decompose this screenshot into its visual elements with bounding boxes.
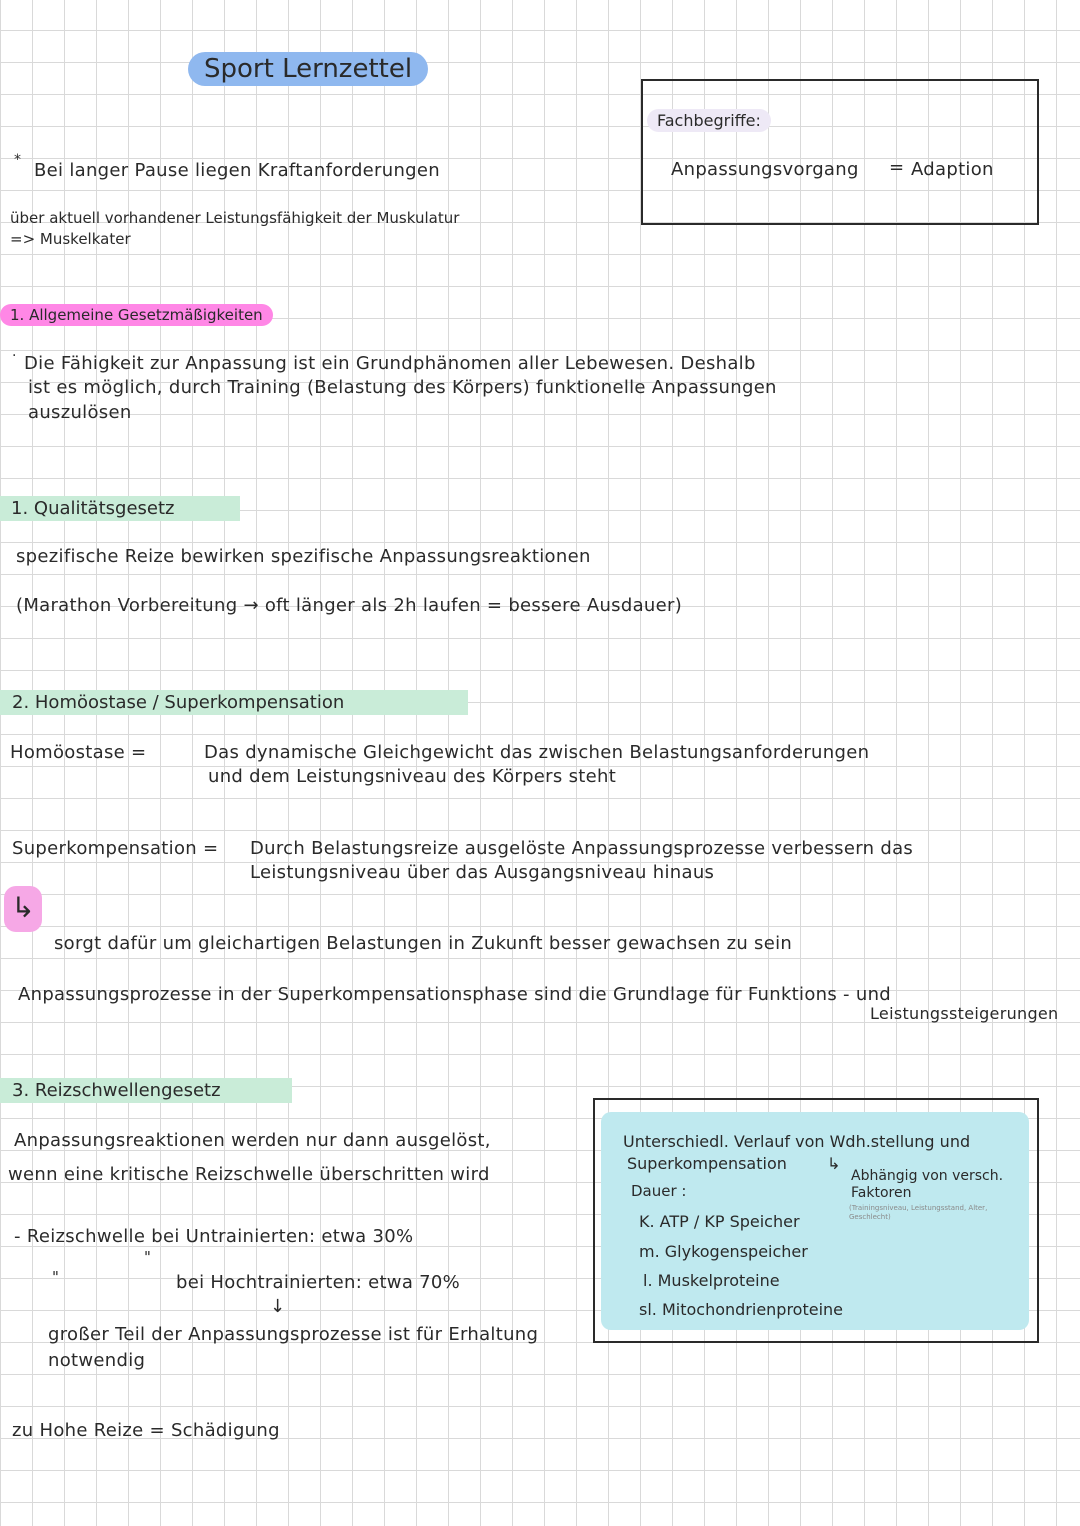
page-title: Sport Lernzettel [188, 52, 428, 86]
superkompensation-def-2: Leistungsniveau über das Ausgangsniveau hinaus [250, 862, 715, 883]
trained-threshold: bei Hochtrainierten: etwa 70% [176, 1272, 461, 1293]
box2-item-4: sl. Mitochondrienproteine [639, 1300, 844, 1319]
box2-dauer: Dauer : [631, 1182, 687, 1200]
q1-line-2: (Marathon Vorbereitung → oft länger als 2h laufen = bessere Ausdauer) [16, 595, 683, 616]
box2-item-3: l. Muskelproteine [643, 1271, 780, 1290]
homoostase-def-1: Das dynamische Gleichgewicht das zwischen Belastungsanforderungen [204, 742, 870, 763]
section-1-line-3: auszulösen [28, 402, 132, 423]
untrained-threshold: - Reizschwelle bei Untrainierten: etwa 30% [14, 1226, 414, 1247]
box2-item-1: K. ATP / KP Speicher [639, 1212, 800, 1231]
box2-line-1: Unterschiedl. Verlauf von Wdh.stellung und [623, 1132, 971, 1151]
ditto-mark-1: " [144, 1248, 151, 1266]
bullet-mark: * [14, 152, 21, 168]
bullet-mark-2: · [12, 348, 17, 364]
section-1-heading: 1. Allgemeine Gesetzmäßigkeiten [0, 304, 273, 326]
fachbegriffe-label: Fachbegriffe: [647, 109, 771, 132]
box2-line-2: Superkompensation [627, 1154, 787, 1173]
section-1-line-2: ist es möglich, durch Training (Belastung des Körpers) funktionelle Anpassungen [28, 377, 777, 398]
arrow-marker: ↳ [4, 886, 42, 932]
box2-small-note: (Trainingsniveau, Leistungsstand, Alter, Geschlecht) [849, 1204, 988, 1221]
fachbegriffe-eq: = [889, 157, 905, 178]
q1-heading: 1. Qualitätsgesetz [0, 496, 240, 521]
basis-line-2: Leistungssteigerungen [870, 1004, 1059, 1023]
superkompensation-note: sorgt dafür um gleichartigen Belastungen in Zukunft besser gewachsen zu sein [54, 933, 793, 954]
q2-heading: 2. Homöostase / Superkompensation [0, 690, 468, 715]
down-arrow: ↓ [270, 1296, 286, 1317]
box2-arrow: ↳ [827, 1154, 841, 1173]
box2-dep-1: Abhängig von versch. [851, 1168, 1004, 1184]
fachbegriffe-def: Adaption [911, 159, 994, 180]
basis-line-1: Anpassungsprozesse in der Superkompensationsphase sind die Grundlage für Funktions - und [18, 984, 892, 1005]
fachbegriffe-term: Anpassungsvorgang [671, 159, 859, 180]
damage-line: zu Hohe Reize = Schädigung [12, 1420, 280, 1441]
maintenance-line-2: notwendig [48, 1350, 146, 1371]
q1-line-1: spezifische Reize bewirken spezifische Anpassungsreaktionen [16, 546, 591, 567]
superkompensation-box [593, 1098, 1039, 1343]
q3-line-2: wenn eine kritische Reizschwelle überschritten wird [8, 1164, 490, 1185]
maintenance-line-1: großer Teil der Anpassungsprozesse ist für Erhaltung [48, 1324, 539, 1345]
superkompensation-def-1: Durch Belastungsreize ausgelöste Anpassungsprozesse verbessern das [250, 838, 914, 859]
q3-heading: 3. Reizschwellengesetz [0, 1078, 292, 1103]
ditto-mark-2: " [52, 1268, 59, 1286]
superkompensation-term: Superkompensation = [12, 838, 219, 859]
intro-line-3: => Muskelkater [10, 230, 131, 248]
homoostase-term: Homöostase = [10, 742, 147, 763]
fachbegriffe-box [641, 79, 1039, 225]
box2-dep-2: Faktoren [851, 1185, 912, 1201]
section-1-line-1: Die Fähigkeit zur Anpassung ist ein Grundphänomen aller Lebewesen. Deshalb [24, 353, 756, 374]
intro-line-2: über aktuell vorhandener Leistungsfähigkeit der Muskulatur [10, 209, 460, 227]
homoostase-def-2: und dem Leistungsniveau des Körpers steht [208, 766, 617, 787]
intro-line-1: Bei langer Pause liegen Kraftanforderungen [34, 160, 440, 181]
q3-line-1: Anpassungsreaktionen werden nur dann ausgelöst, [14, 1130, 491, 1151]
box2-item-2: m. Glykogenspeicher [639, 1242, 808, 1261]
